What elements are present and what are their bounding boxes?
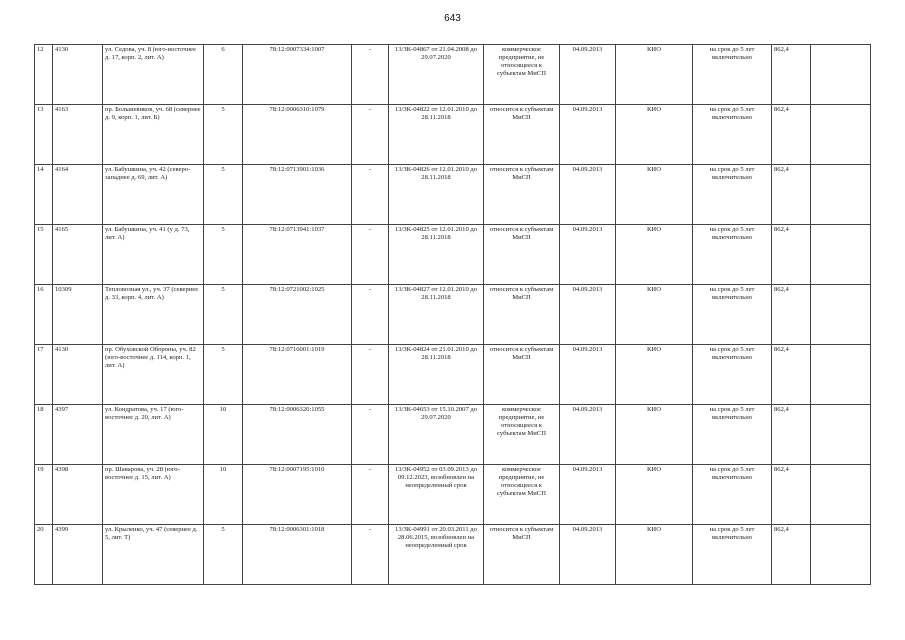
table-cell: 4165	[53, 225, 103, 285]
table-cell: 4398	[53, 465, 103, 525]
table-row	[35, 405, 871, 465]
table-cell: 20	[35, 525, 53, 585]
table-cell: 13/ЗК-04827 от 12.01.2010 до 28.11.2018	[389, 285, 484, 345]
table-cell: КИО	[616, 465, 693, 525]
table-cell: 4130	[53, 45, 103, 105]
table-cell: 78:12:0006301:1018	[243, 525, 352, 585]
table-row	[35, 105, 871, 165]
table-row	[35, 345, 871, 405]
table-cell: 862,4	[772, 465, 811, 525]
table-cell: на срок до 5 лет включительно	[693, 105, 772, 165]
table-cell: 04.09.2013	[560, 45, 616, 105]
table-cell	[811, 525, 871, 585]
table-cell: пр. Шаварова, уч. 28 (юго-восточнее д. 15, лит. А)	[103, 465, 204, 525]
table-cell: 78:12:0713941:1037	[243, 225, 352, 285]
table-cell: ул. Бабушкина, уч. 41 (у д. 73, лит. А)	[103, 225, 204, 285]
table-cell: на срок до 5 лет включительно	[693, 465, 772, 525]
table-cell: относится к субъектам МиСП	[484, 525, 560, 585]
table-cell: -	[352, 45, 389, 105]
page-number: 643	[444, 13, 461, 24]
table-cell: 15	[35, 225, 53, 285]
table-cell: КИО	[616, 525, 693, 585]
table-cell: пр. Обуховской Обороны, уч. 82 (юго-восточнее д. 114, корп. 1, лит. А)	[103, 345, 204, 405]
table-cell: 18	[35, 405, 53, 465]
table-cell: 04.09.2013	[560, 525, 616, 585]
table-cell: 78:12:0721002:1025	[243, 285, 352, 345]
table-cell: 13/ЗК-04825 от 12.01.2010 до 28.11.2018	[389, 225, 484, 285]
data-table	[34, 44, 871, 585]
table-cell: 04.09.2013	[560, 165, 616, 225]
table-cell: относится к субъектам МиСП	[484, 165, 560, 225]
table-cell	[811, 405, 871, 465]
table-row	[35, 45, 871, 105]
table-cell: 12	[35, 45, 53, 105]
table-cell	[811, 345, 871, 405]
table-cell: относится к субъектам МиСП	[484, 225, 560, 285]
table-cell: 4397	[53, 405, 103, 465]
table-cell: 862,4	[772, 105, 811, 165]
table-cell: 13	[35, 105, 53, 165]
table-cell: КИО	[616, 345, 693, 405]
table-cell: 04.09.2013	[560, 465, 616, 525]
table-cell: коммерческое предприятие, не относящееся к субъектам МиСП	[484, 465, 560, 525]
table-cell: 16	[35, 285, 53, 345]
table-cell: КИО	[616, 105, 693, 165]
table-cell: 78:12:0007334:1007	[243, 45, 352, 105]
table-cell: 04.09.2013	[560, 105, 616, 165]
table-cell: -	[352, 465, 389, 525]
table-cell: 17	[35, 345, 53, 405]
table-cell: 78:12:0716001:1019	[243, 345, 352, 405]
table-cell: 5	[204, 225, 243, 285]
table-row	[35, 285, 871, 345]
table-cell: 19	[35, 465, 53, 525]
table-cell: 862,4	[772, 225, 811, 285]
table-cell: 14	[35, 165, 53, 225]
table-cell: КИО	[616, 45, 693, 105]
table-row	[35, 465, 871, 525]
table-cell: 13/ЗК-04824 от 21.01.2010 до 28.11.2018	[389, 345, 484, 405]
table-cell: 4163	[53, 105, 103, 165]
table-cell: относится к субъектам МиСП	[484, 345, 560, 405]
table-cell: ул. Бабушкина, уч. 42 (северо-западнее д. 69, лит. А)	[103, 165, 204, 225]
table-row	[35, 525, 871, 585]
table-cell: на срок до 5 лет включительно	[693, 525, 772, 585]
table-cell	[811, 105, 871, 165]
table-cell: КИО	[616, 405, 693, 465]
table-cell: коммерческое предприятие, не относящееся к субъектам МиСП	[484, 405, 560, 465]
table-cell: 13/ЗК-04991 от 20.03.2011 до 28.06.2015, возобновлен на неопределенный срок	[389, 525, 484, 585]
table-cell: на срок до 5 лет включительно	[693, 285, 772, 345]
table-cell: 10	[204, 465, 243, 525]
table-cell: -	[352, 405, 389, 465]
table-cell: 5	[204, 285, 243, 345]
table-cell: 862,4	[772, 285, 811, 345]
table-cell: -	[352, 525, 389, 585]
table-cell: 4164	[53, 165, 103, 225]
table-cell: ул. Седова, уч. 8 (юго-восточнее д. 17, корп. 2, лит. А)	[103, 45, 204, 105]
table-cell: 13/ЗК-04822 от 12.01.2010 до 28.11.2018	[389, 105, 484, 165]
table-cell: 04.09.2013	[560, 225, 616, 285]
table-cell: коммерческое предприятие, не относящееся к субъектам МиСП	[484, 45, 560, 105]
table-cell: КИО	[616, 285, 693, 345]
table-row	[35, 225, 871, 285]
table-cell: на срок до 5 лет включительно	[693, 165, 772, 225]
table-cell	[811, 165, 871, 225]
table-cell: 862,4	[772, 345, 811, 405]
table-cell: относится к субъектам МиСП	[484, 105, 560, 165]
table-cell: 5	[204, 345, 243, 405]
table-cell: 78:12:0007195:1010	[243, 465, 352, 525]
table-cell: 5	[204, 105, 243, 165]
table-cell: 78:12:0006310:1079	[243, 105, 352, 165]
table-cell: -	[352, 165, 389, 225]
table-cell: на срок до 5 лет включительно	[693, 345, 772, 405]
table-cell: 04.09.2013	[560, 345, 616, 405]
table-cell: 78:12:0006320:1055	[243, 405, 352, 465]
table-cell: 10309	[53, 285, 103, 345]
table-cell: -	[352, 285, 389, 345]
table-cell: 04.09.2013	[560, 285, 616, 345]
table-cell: -	[352, 345, 389, 405]
table-cell: 862,4	[772, 165, 811, 225]
table-cell: 4399	[53, 525, 103, 585]
table-cell: 13/ЗК-04867 от 21.04.2008 до 29.07.2020	[389, 45, 484, 105]
table-cell: Тепловозная ул., уч. 37 (севернее д. 33, корп. 4, лит. А)	[103, 285, 204, 345]
table-cell	[811, 285, 871, 345]
table-cell: -	[352, 225, 389, 285]
table-cell: 862,4	[772, 405, 811, 465]
table-cell	[811, 465, 871, 525]
table-cell: 04.09.2013	[560, 405, 616, 465]
table-cell: 6	[204, 45, 243, 105]
table-cell: КИО	[616, 165, 693, 225]
table-cell: пр. Большевиков, уч. 68 (севернее д. 9, корп. 1, лит. Б)	[103, 105, 204, 165]
table-cell: 5	[204, 165, 243, 225]
table-cell: на срок до 5 лет включительно	[693, 405, 772, 465]
table-row	[35, 165, 871, 225]
table-cell: 13/ЗК-04826 от 12.01.2010 до 28.11.2018	[389, 165, 484, 225]
table-cell: 862,4	[772, 525, 811, 585]
table-cell: 862,4	[772, 45, 811, 105]
table-cell: 78:12:0713901:1036	[243, 165, 352, 225]
table-cell: на срок до 5 лет включительно	[693, 225, 772, 285]
table-cell: 13/ЗК-04653 от 15.10.2007 до 29.07.2020	[389, 405, 484, 465]
table-cell	[811, 45, 871, 105]
table-cell: ул. Крыленко, уч. 47 (севернее д. 5, лит. Т)	[103, 525, 204, 585]
table-cell: 5	[204, 525, 243, 585]
table-cell: ул. Кондратова, уч. 17 (юго-восточнее д. 20, лит. А)	[103, 405, 204, 465]
table-cell	[811, 225, 871, 285]
table-cell: 4130	[53, 345, 103, 405]
table-cell: на срок до 5 лет включительно	[693, 45, 772, 105]
table-cell: относится к субъектам МиСП	[484, 285, 560, 345]
table-cell: 10	[204, 405, 243, 465]
table-cell: -	[352, 105, 389, 165]
table-cell: КИО	[616, 225, 693, 285]
table-cell: 13/ЗК-04952 от 03.09.2013 до 09.12.2023, возобновлен на неопределенный срок	[389, 465, 484, 525]
